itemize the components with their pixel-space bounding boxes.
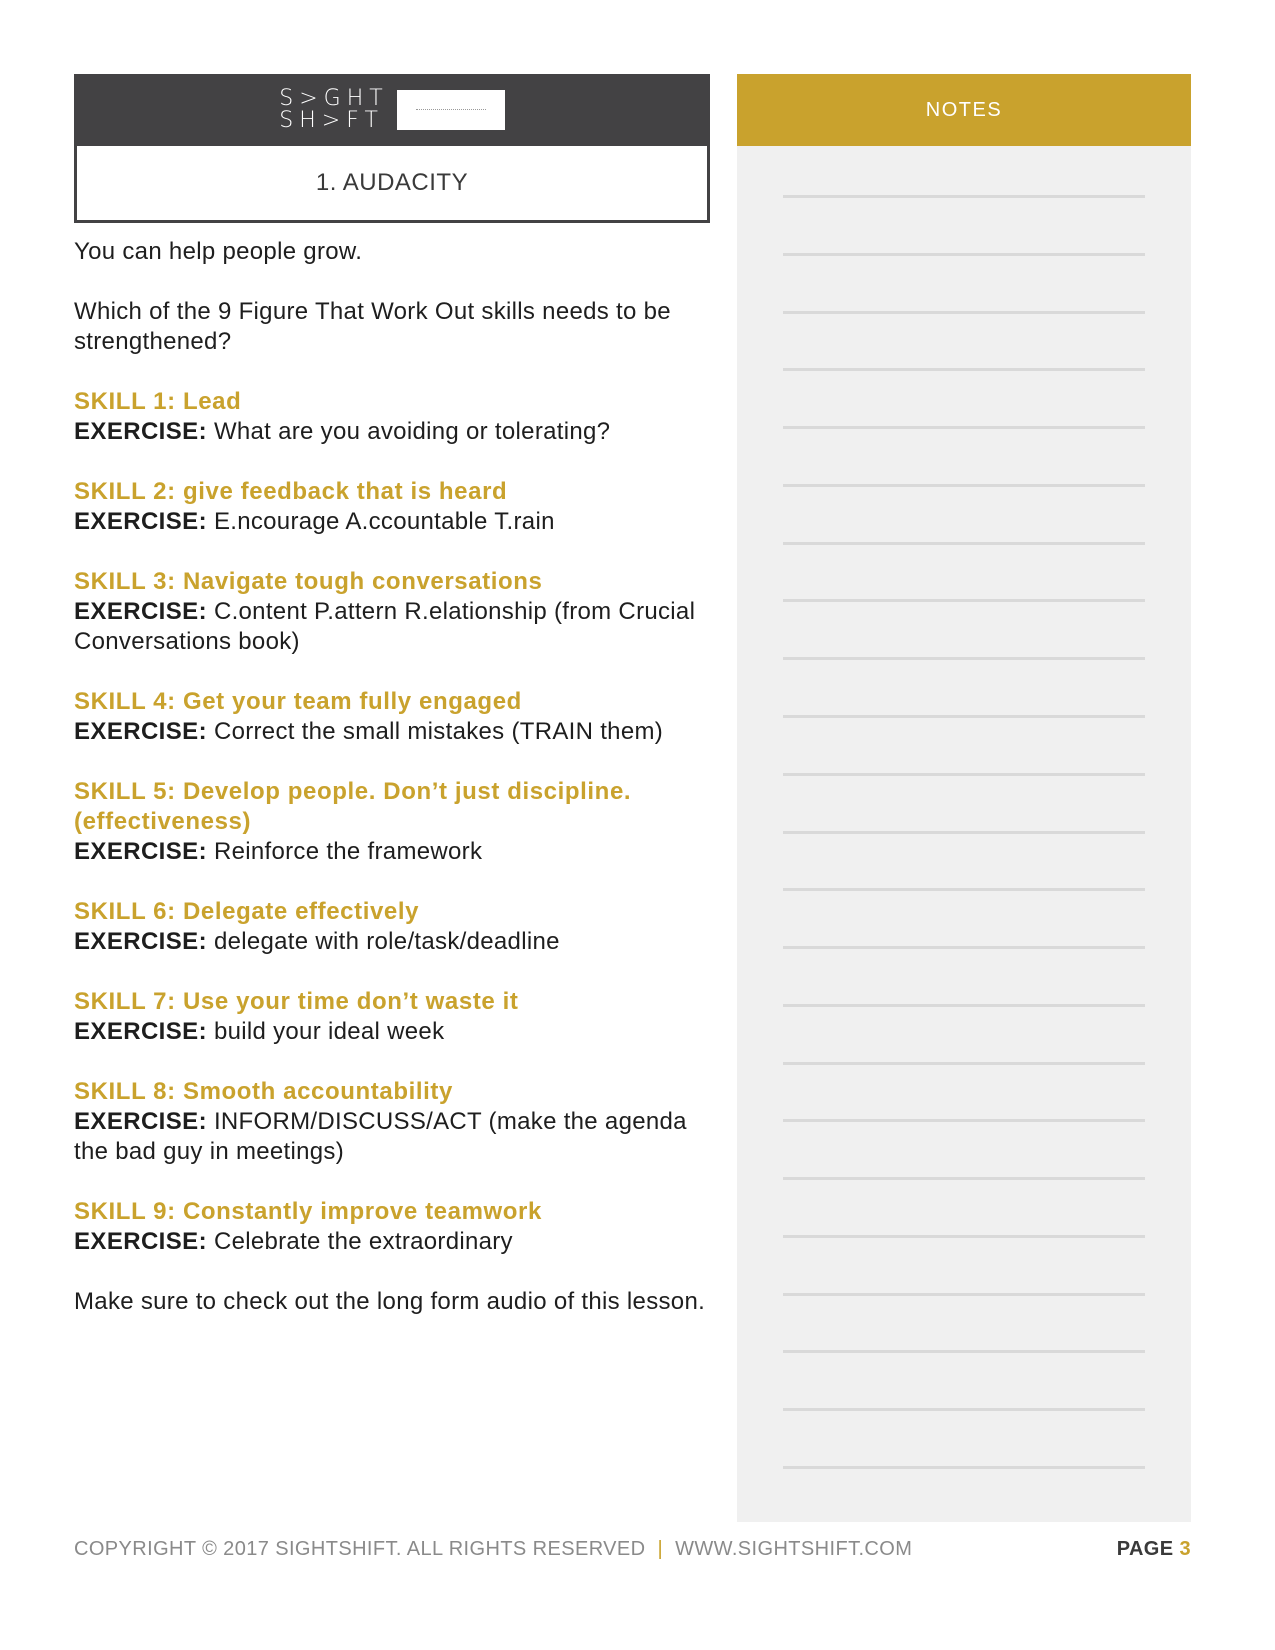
exercise-label: EXERCISE: <box>74 508 207 535</box>
skill-item <box>74 1077 710 1167</box>
exercise-text: delegate with role/task/deadline <box>213 928 560 955</box>
page-number: 3 <box>1179 1538 1191 1560</box>
exercise-line <box>74 837 710 867</box>
exercise-line <box>74 507 710 537</box>
skill-item <box>74 1197 710 1257</box>
note-line <box>783 657 1145 660</box>
exercise-text: Celebrate the extraordinary <box>213 1228 513 1255</box>
title-box <box>74 74 710 223</box>
note-line <box>783 1466 1145 1469</box>
exercise-text: What are you avoiding or tolerating? <box>213 418 611 445</box>
note-line <box>783 1235 1145 1238</box>
note-line <box>783 253 1145 256</box>
exercise-line <box>74 717 710 747</box>
note-line <box>783 1062 1145 1065</box>
exercise-label: EXERCISE: <box>74 1108 207 1135</box>
footer-separator: | <box>657 1538 664 1560</box>
page-indicator <box>1117 1538 1191 1561</box>
logo-badge <box>397 90 505 130</box>
exercise-line <box>74 1107 710 1167</box>
skill-title: SKILL 7: Use your time don’t waste it <box>74 988 519 1015</box>
copyright-text: COPYRIGHT © 2017 SIGHTSHIFT. ALL RIGHTS RESERVED <box>74 1538 646 1560</box>
intro-line-1: You can help people grow. <box>74 238 363 265</box>
exercise-text: Reinforce the framework <box>213 838 483 865</box>
note-line <box>783 773 1145 776</box>
intro-line-2: Which of the 9 Figure That Work Out skills needs to be strengthened? <box>74 298 671 355</box>
notes-panel <box>737 74 1191 1522</box>
note-line <box>783 1119 1145 1122</box>
closing-note: Make sure to check out the long form audio of this lesson. <box>74 1288 706 1315</box>
exercise-line <box>74 597 710 657</box>
page-label: PAGE <box>1116 1538 1174 1560</box>
exercise-label: EXERCISE: <box>74 838 207 865</box>
note-line <box>783 715 1145 718</box>
note-line <box>783 946 1145 949</box>
skill-title: SKILL 6: Delegate effectively <box>74 898 420 925</box>
note-line <box>783 542 1145 545</box>
section-title-box <box>74 146 710 223</box>
exercise-text: E.ncourage A.ccountable T.rain <box>213 508 555 535</box>
notes-header <box>737 74 1191 146</box>
exercise-line <box>74 1017 710 1047</box>
note-line <box>783 311 1145 314</box>
sightshift-logo <box>279 88 504 132</box>
exercise-label: EXERCISE: <box>74 1018 207 1045</box>
skill-item <box>74 567 710 657</box>
lesson-body <box>74 237 710 1317</box>
note-line <box>783 1350 1145 1353</box>
skill-item <box>74 897 710 957</box>
footer-credits <box>74 1538 912 1561</box>
exercise-text: INFORM/DISCUSS/ACT (make the agenda the bad guy in meetings) <box>74 1108 687 1165</box>
skill-title: SKILL 4: Get your team fully engaged <box>74 688 522 715</box>
skill-title: SKILL 1: Lead <box>74 388 242 415</box>
section-title: 1. AUDACITY <box>315 169 469 196</box>
exercise-text: Correct the small mistakes (TRAIN them) <box>213 718 664 745</box>
note-line <box>783 368 1145 371</box>
skill-title: SKILL 8: Smooth accountability <box>74 1078 453 1105</box>
note-line <box>783 888 1145 891</box>
skill-title: SKILL 2: give feedback that is heard <box>74 478 508 505</box>
skill-item <box>74 687 710 747</box>
logo-line-2: SH>FT <box>279 108 384 133</box>
skill-item <box>74 987 710 1047</box>
note-line <box>783 195 1145 198</box>
exercise-line <box>74 1227 710 1257</box>
exercise-text: C.ontent P.attern R.elationship (from Crucial Conversations book) <box>74 598 696 655</box>
skill-title: SKILL 3: Navigate tough conversations <box>74 568 543 595</box>
skill-title: SKILL 9: Constantly improve teamwork <box>74 1198 542 1225</box>
main-content <box>74 74 710 1347</box>
skill-item <box>74 777 710 867</box>
exercise-line <box>74 927 710 957</box>
exercise-line <box>74 417 710 447</box>
logo-line-1: S>GHT <box>279 86 389 111</box>
exercise-label: EXERCISE: <box>74 928 207 955</box>
exercise-label: EXERCISE: <box>74 1228 207 1255</box>
skill-item <box>74 387 710 447</box>
exercise-label: EXERCISE: <box>74 718 207 745</box>
note-line <box>783 1293 1145 1296</box>
notes-title: NOTES <box>925 98 1003 121</box>
exercise-label: EXERCISE: <box>74 418 207 445</box>
page-footer <box>74 1538 1191 1568</box>
note-line <box>783 831 1145 834</box>
exercise-label: EXERCISE: <box>74 598 207 625</box>
note-line <box>783 1408 1145 1411</box>
note-line <box>783 599 1145 602</box>
note-line <box>783 484 1145 487</box>
brand-bar <box>74 74 710 146</box>
note-line <box>783 1004 1145 1007</box>
website-link[interactable]: WWW.SIGHTSHIFT.COM <box>675 1538 913 1560</box>
note-line <box>783 426 1145 429</box>
note-line <box>783 1177 1145 1180</box>
skill-title: SKILL 5: Develop people. Don’t just discipline. (effectiveness) <box>74 778 632 835</box>
exercise-text: build your ideal week <box>213 1018 445 1045</box>
skill-item <box>74 477 710 537</box>
logo-wordmark <box>279 88 388 132</box>
